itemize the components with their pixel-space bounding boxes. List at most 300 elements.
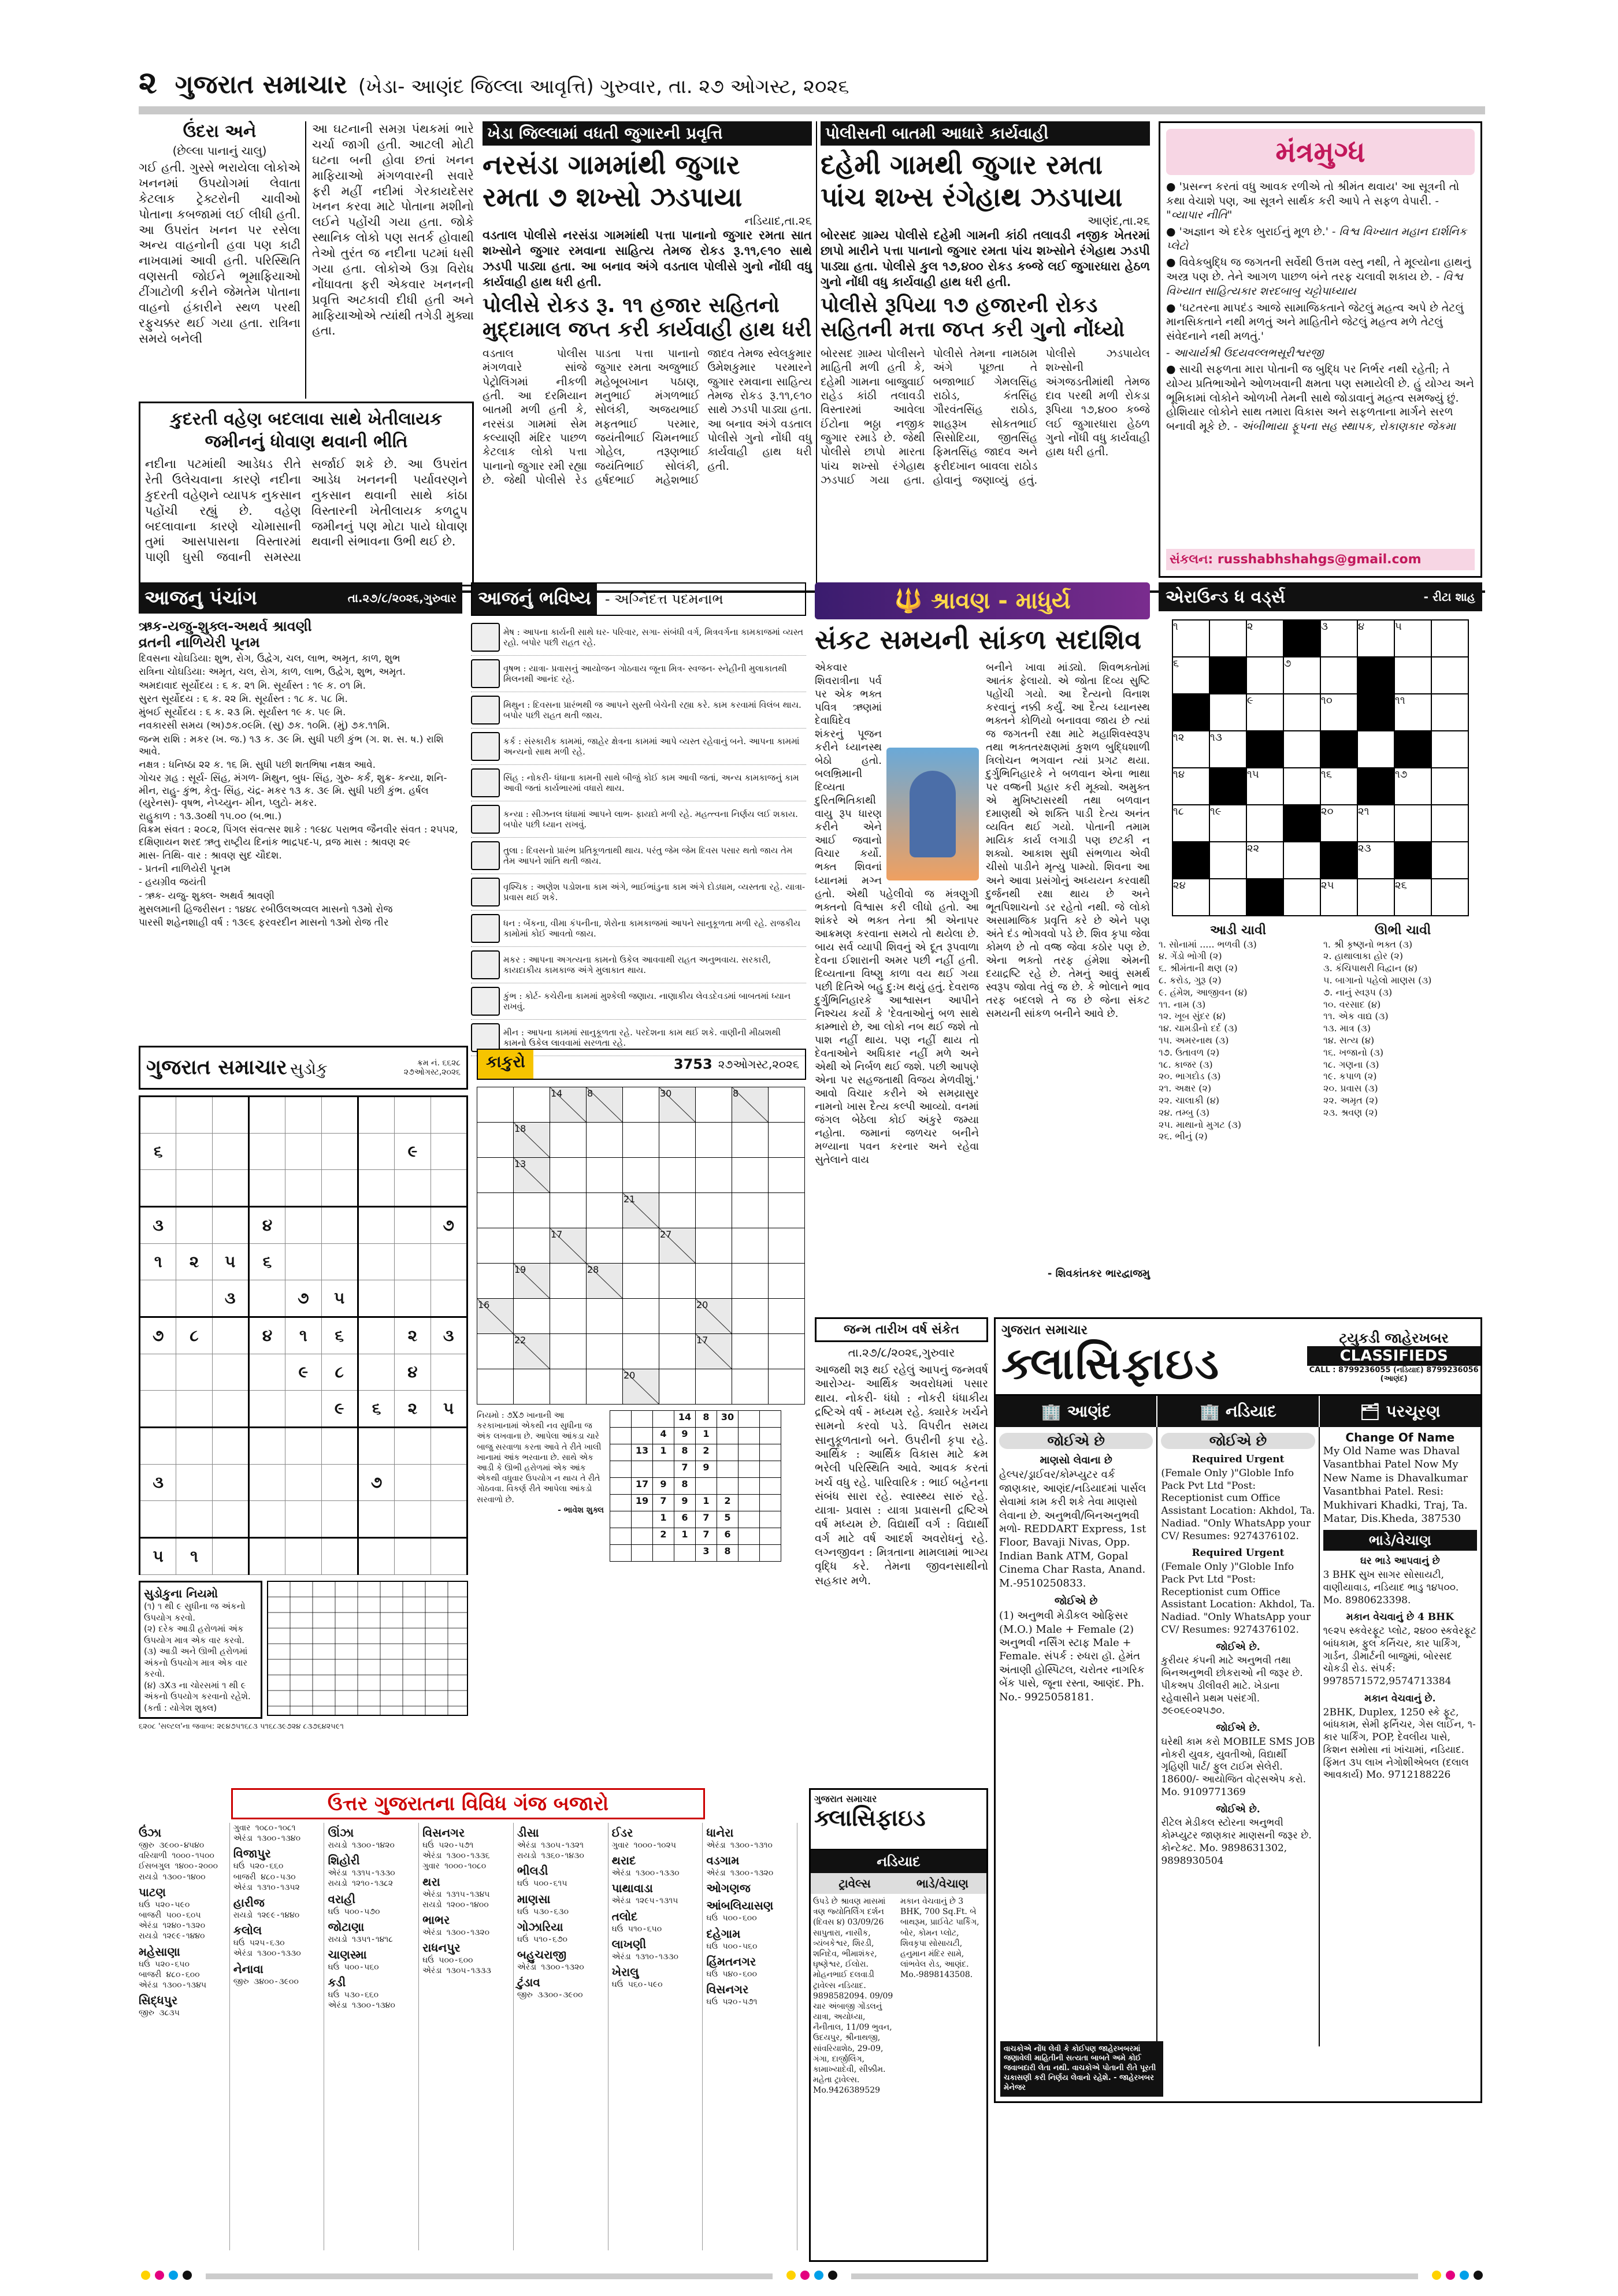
kakuro-answer-cell — [739, 1528, 760, 1545]
crossword-cell — [1172, 842, 1209, 879]
kakuro-cell — [732, 1299, 769, 1334]
sudoku-cell — [358, 1538, 394, 1575]
kakuro-answer-cell — [760, 1511, 781, 1528]
sudoku-cell: ૭ — [358, 1465, 394, 1501]
kakuro-answer-cell — [739, 1461, 760, 1478]
sudoku-answer-grid — [267, 1581, 468, 1716]
kakuro-answer-cell: 8 — [674, 1444, 696, 1461]
sudoku-cell — [176, 1465, 212, 1501]
sudoku-cell — [321, 1428, 358, 1465]
sudoku-cell — [212, 1317, 248, 1354]
zodiac-icon — [471, 914, 500, 943]
panchang-line: સુરત સૂર્યોદય : ૬ ક. ૨૨ મિ. સૂર્યાસ્ત : ૧૮ ક. ૫૮ મિ. — [139, 693, 348, 705]
kakuro-cell — [550, 1264, 587, 1299]
kakuro-answer-cell — [674, 1545, 696, 1562]
horoscope-text: કન્યા : સીઝનલ ધંધામાં આપને લાભ- ફાયદો મળી રહે. મહત્ત્વના નિર્ણય લઈ શકાય. બપોર પછી ધ્યાન રાખવું. — [503, 808, 798, 830]
sudoku — [139, 1046, 468, 1785]
zodiac-icon — [471, 768, 500, 797]
sudoku-cell: ૫ — [212, 1244, 248, 1280]
sudoku-cell — [140, 1501, 176, 1538]
crossword-cell — [1357, 694, 1394, 731]
kakuro-answer-cell: 6 — [717, 1528, 739, 1545]
horoscope-item — [471, 947, 806, 983]
kakuro-cell — [732, 1158, 769, 1193]
sudoku-cell — [212, 1428, 248, 1465]
kakuro-cell — [732, 1369, 769, 1405]
horoscope-item — [471, 874, 806, 911]
kakuro — [477, 1049, 806, 1782]
sudoku-rule: (૧) ૧ થી ૯ સુધીના જ અંકનો ઉપયોગ કરવો. — [144, 1601, 246, 1623]
panchang-line: માસ- તિથિ- વાર : શ્રાવણ સુદ ચૌદશ. — [139, 849, 282, 861]
crossword-cell — [1394, 657, 1431, 694]
market-title: ઉત્તર ગુજરાતના વિવિધ ગંજ બજારો — [231, 1788, 705, 1819]
sudoku-cell: ૮ — [176, 1317, 212, 1354]
sudoku-cell: ૬ — [248, 1244, 285, 1280]
sudoku-cell — [321, 1465, 358, 1501]
crossword-cell: ૨૩ — [1357, 842, 1394, 879]
crossword-cell — [1394, 731, 1431, 768]
sudoku-cell — [176, 1354, 212, 1391]
shravan-banner — [815, 582, 1150, 619]
market-price: એરંડા ૧૩૦૦-૧૩૨૦ — [517, 1962, 584, 1972]
misc-icon: 🗂 — [1360, 1402, 1381, 1421]
sudoku-cell — [212, 1354, 248, 1391]
kakuro-cell — [477, 1193, 514, 1228]
market-price: રાયડો ૧૩૦૦-૧૪૦૦ — [139, 1872, 206, 1882]
crossword-cell — [1357, 731, 1394, 768]
crossword — [1159, 578, 1482, 1306]
crossword-cell: ૧૩ — [1209, 731, 1246, 768]
market-price: બાજરી ૫૦૦-૬૦૫ — [139, 1910, 201, 1920]
market-name: ઊંઝા — [328, 1826, 354, 1840]
sudoku-grid — [139, 1095, 468, 1575]
crossword-cell: ૪ — [1357, 620, 1394, 657]
registration-dot — [1446, 2271, 1455, 2280]
kakuro-answer-cell — [760, 1444, 781, 1461]
kakuro-answer-cell — [739, 1428, 760, 1444]
market-name: ડીસા — [517, 1826, 539, 1840]
sudoku-cell: ૧ — [140, 1244, 176, 1280]
market-price: બાજરી ૪૮૦-૫૩૦ — [233, 1872, 296, 1882]
market-name: શિહોરી — [328, 1853, 360, 1868]
kakuro-cell — [769, 1123, 805, 1158]
crossword-cell — [1431, 657, 1468, 694]
sudoku-cell — [395, 1428, 431, 1465]
classifieds2-rent: ભાડે/વેચાણ — [899, 1873, 986, 1894]
col-head-anand: આણંદ — [1067, 1402, 1111, 1421]
story-sub-1: પોલીસે રૂપિયા ૧૭ હજારની રોકડ — [821, 293, 1098, 317]
horoscope-item — [471, 619, 806, 656]
kakuro-cell — [514, 1228, 550, 1264]
market-price: રાયડો ૧૨૦૦-૧૪૦૦ — [422, 1900, 489, 1909]
market-name: સિદ્ધપુર — [139, 1993, 178, 2008]
crossword-cell — [1357, 657, 1394, 694]
across-clue: ૨૧. અક્ષર (૨) — [1159, 1083, 1212, 1094]
market-price: એરંડા ૧૩૦૦-૧૩૩૦ — [233, 1949, 301, 1959]
sudoku-cell — [212, 1391, 248, 1428]
classified-ad: માણસો લેવાના છે — [1040, 1454, 1112, 1466]
kakuro-cell — [477, 1087, 514, 1123]
classified-ad: 2BHK, Duplex, 1250 સ્કે ફૂટ, બાંધકામ, સેમી ફર્નિચર, ગેસ લાઈન, ૧-કાર પાર્કિંગ, POP, દેવલીય પાસે, કિશન સમોસા નાં ખાંચામાં, નડિયાદ. ફિંમત ૩૫ લાખ નેગોશીએબલ (દલાલ આવકાર્ય) Mo. 9712188226 — [1323, 1706, 1476, 1781]
sudoku-cell — [321, 1538, 358, 1575]
sudoku-cell: ૪ — [248, 1317, 285, 1354]
registration-dot — [1432, 2271, 1441, 2280]
market-name: ભાભર — [422, 1912, 450, 1927]
kakuro-answer-cell: 9 — [674, 1495, 696, 1511]
kakuro-cell: 18 — [514, 1123, 550, 1158]
crossword-cell: ૧૮ — [1172, 805, 1209, 842]
kakuro-answer-cell — [717, 1461, 739, 1478]
kakuro-cell — [769, 1228, 805, 1264]
article-body-col2: આ ઘટનાની સમગ્ર પંથકમાં ભારે ચર્ચા જાગી હતી. આટલી મોટી ઘટના બની હોવા છતાં ખનન માફિયાઓ મંગળવારની સવારે ફરી મહીં નદીમાં ગેરકાયદેસર ખનન કરવા માટે પોતાના મશીનો લઈને પહોંચી ગયા હતા. જોકે સ્થાનિક લોકો પણ સતર્ક હોવાથી તેઓ તુરંત જ નદીના પટમાં ધસી ગયા હતા. લોકોએ ઉગ્ર વિરોધ નોંધાવતા ફરી એકવાર ખનનની પ્રવૃત્તિ અટકાવી દીધી હતી અને માફિયાઓએ ત્યાંથી તગેડી મુક્યા હતા. — [312, 122, 474, 338]
kakuro-answer-cell — [739, 1511, 760, 1528]
kakuro-answer-cell — [739, 1411, 760, 1428]
mantra-compiler: સંકલન: russhabhshahgs@gmail.com — [1166, 549, 1475, 570]
registration-dots — [784, 2271, 840, 2282]
sudoku-cell — [431, 1244, 467, 1280]
registration-dots — [139, 2271, 194, 2282]
shravan-body-1: એકવાર શિવરાત્રીના પર્વ પર એક ભક્ત પવિત્ર ઋણમાં દેવાધિદેવ શંકરનું પૂજન કરીને ધ્યાનસ્થ બેઠો હતો. બલભ્રિમાની દિવ્યતા દુરિતભિતિકાથી વાયુ રૂપ ધારણ કરીને એને આઈ જવાનો વિચાર કર્યો. ભક્ત શિવનાં ધ્યાનમાં મગ્ન હતો. એથી પહેલીવો જ મંત્રણુગી ભક્તનો વિશ્વાસ કરી લીધો હતો. આ શાંકરે એ ભક્ત તેના શ્રી એનાપર આક્રમણ કરવાના સમયે તો થયેલા છે. બાય સર્વ વ્યાપી શિવનું એ દૂત રૂપવાળા દેવના ઈશારાની અમર પછી નહીં હતી. દિવ્યતાના વિષ્ણુ કાળા વય થઈ ગયા પછી દિતિએ બહુ દુ:ખ થયું હતું. દેવરાજ દુર્ગુભિનિહારકે આશ્વાસન આપીને નિશ્ચય કર્યો કે 'દેવતાઓનું બળ સાથે કામ્ભારો છે, આ લોકો નબ થઈ જશે તો પાશ નહીં થાય. પણ નહીં થાય તો દેવતાઓને અધિકાર નહીં મળે અને એથી એ નિર્બળ થઈ જશે. પછી આપણે એના પર સહજતાથી વિજય મેળવીશું.' આવો વિચાર કરીને એ સમય્રાસુર નામનો ખાસ દૈત્ય કલ્પી આવ્યો. વનમાં જંગલ બેઠેલા કોઈ અંકુરે જમ્યા નહોતા. જમાનાં જળચર બનીને મળ્યાના પવન કરનાર અને રહેવા સુતેલાને વાય — [815, 662, 979, 1166]
sudoku-code: ક્રમ નં. ૬૬૨૮ — [417, 1058, 461, 1068]
sudoku-cell: ૩ — [212, 1280, 248, 1317]
kakuro-answer-cell: 7 — [653, 1495, 674, 1511]
sudoku-cell — [395, 1538, 431, 1575]
market-price: ઘઉં ૫૩૦-૬૬૦ — [328, 1990, 379, 2000]
crossword-grid — [1172, 619, 1469, 916]
down-clue: ૨. હાથાલાકા હોર (૨) — [1323, 950, 1403, 962]
kakuro-answer-cell — [653, 1411, 674, 1428]
market-name: ભીલડી — [517, 1864, 548, 1878]
kakuro-answer-cell — [760, 1478, 781, 1495]
kakuro-answer-cell: 5 — [717, 1511, 739, 1528]
crossword-cell: ૨૪ — [1172, 879, 1209, 916]
market-price: એરંડા ૧૩૦૦-૧૩૩૬ — [422, 1851, 490, 1861]
story-headline-2: રમતા ૭ શખ્સો ઝડપાયા — [483, 181, 743, 213]
crossword-cell: ૧૧ — [1394, 694, 1431, 731]
sudoku-cell: ૫ — [321, 1280, 358, 1317]
kakuro-cell — [732, 1264, 769, 1299]
kakuro-cell — [550, 1299, 587, 1334]
registration-dot — [814, 2271, 823, 2280]
crossword-cell — [1431, 694, 1468, 731]
quote-author: - અંબીભાયા ફૂપના સહ સ્થાપક, રોકાણકાર જેકમા — [1234, 420, 1456, 433]
sudoku-cell — [248, 1428, 285, 1465]
sudoku-cell — [140, 1391, 176, 1428]
sudoku-cell: ૪ — [395, 1354, 431, 1391]
kakuro-cell — [477, 1369, 514, 1405]
shiva-image — [886, 748, 979, 880]
sudoku-cell — [431, 1428, 467, 1465]
sudoku-cell — [358, 1317, 394, 1354]
kakuro-answer-cell — [610, 1478, 632, 1495]
zodiac-icon — [471, 805, 500, 834]
market-price: એરંડા ૧૩૧૫-૧૩૩૦ — [328, 1868, 395, 1878]
sudoku-cell — [285, 1538, 321, 1575]
kakuro-answer-cell: 17 — [632, 1478, 653, 1495]
kakuro-answer-cell: 2 — [717, 1495, 739, 1511]
market-name: મહેસાણા — [139, 1944, 180, 1959]
kakuro-answer-cell — [610, 1411, 632, 1428]
kakuro-answer-cell: 14 — [674, 1411, 696, 1428]
quote: વિવેકબુદ્ધિ જ જગતની સર્વેથી ઉત્તમ વસ્તુ નથી, તે મૂલ્યોના હાથનું અસ્ત્ર પણ છે. તેને આગળ પાછળ બંને તરફ ચલાવી શકાય છે. — [1166, 256, 1471, 284]
market-column — [706, 1823, 797, 2250]
market-name: વિસનગર — [422, 1826, 465, 1840]
market-price: ઘઉં ૫૧૦-૬૫૦ — [611, 1924, 662, 1934]
classifieds2-travel: ટ્રાવેલ્સ — [811, 1873, 899, 1894]
market-name: થરાદ — [611, 1853, 636, 1868]
market-name: ગોઝારિયા — [517, 1919, 563, 1934]
sudoku-cell — [321, 1501, 358, 1538]
kakuro-answer-cell — [610, 1495, 632, 1511]
story-sub-1: પોલીસે રોકડ રૂ. ૧૧ હજાર સહિતનો — [483, 293, 780, 317]
kakuro-cell — [623, 1158, 659, 1193]
crossword-cell — [1209, 768, 1246, 805]
crossword-cell — [1283, 805, 1320, 842]
kakuro-cell — [587, 1123, 623, 1158]
market-name: વિજાપુર — [233, 1847, 271, 1861]
crossword-cell: ૧૪ — [1172, 768, 1209, 805]
classified-ad: 3 BHK સુખ સાગર સોસાયટી, વાણીયાવાડ, નડિયાદ ભાડુ ૧૪૫૦૦. Mo. 8980623398. — [1323, 1569, 1459, 1606]
birthday-date: તા.૨૭/૮/૨૦૨૬,ગુરુવાર — [848, 1346, 955, 1359]
kakuro-cell — [477, 1123, 514, 1158]
sudoku-cell — [395, 1170, 431, 1207]
sudoku-cell — [248, 1170, 285, 1207]
market-price: જીરુ ૩૪૦૦-૩૯૦૦ — [233, 1977, 299, 1986]
kakuro-cell — [587, 1334, 623, 1369]
rent-ads — [1323, 1555, 1477, 1782]
kakuro-cell: 20 — [623, 1369, 659, 1405]
panchang-line: જન્મ રાશિ : મકર (ખ. જ.) ૧૩ ક. ૩૯ મિ. સુધી પછી કુંભ (ગ. શ. સ. ષ.) રાશિ આવે. — [139, 733, 444, 757]
sudoku-cell — [321, 1134, 358, 1170]
kakuro-cell — [623, 1228, 659, 1264]
across-title: આડી ચાવી — [1209, 923, 1266, 938]
kakuro-answer-cell: 8 — [717, 1545, 739, 1562]
kakuro-cell: 28 — [587, 1264, 623, 1299]
kakuro-answer-cell: 13 — [632, 1444, 653, 1461]
market-name: રાધનપુર — [422, 1941, 461, 1955]
across-clue: ૧૭. ઉતાવળ (૨) — [1159, 1046, 1220, 1058]
market-price: એરંડા ૧૩૦૦-૧૩૧૦ — [706, 1841, 773, 1850]
dateline: નડિયાદ,તા.૨૬ — [744, 214, 812, 228]
kakuro-answer-cell — [632, 1545, 653, 1562]
bhavishya-author: - અગ્નિદત્ત પદમનાભ — [604, 591, 723, 607]
kakuro-answer-cell — [610, 1461, 632, 1478]
bhavishya-title: આજનું ભવિષ્ય — [472, 584, 597, 615]
article-subtitle: (છેલ્લા પાનાનું ચાલુ) — [172, 144, 267, 158]
market-name: ખેરાલુ — [611, 1964, 639, 1979]
kakuro-cell: 30 — [659, 1087, 696, 1123]
quote: 'અજ્ઞાન એ દરેક બુરાઈનું મૂળ છે.' — [1179, 225, 1328, 239]
kakuro-cell — [659, 1193, 696, 1228]
sudoku-cell — [285, 1097, 321, 1134]
sudoku-cell — [140, 1097, 176, 1134]
market-name: પાથાવાડા — [611, 1881, 653, 1896]
kakuro-answer-cell: 4 — [653, 1428, 674, 1444]
story-body: બોરસદ ગ્રામ્ય પોલીસને માહિતી મળી હતી કે, દહેમી ગામના બાજુવાઈ રાહેડ કાંઠી તલાવડી વિસ્તારમાં આવેલા ઈંટોના ભઠ્ઠા નજીક જુગાર રમાડે છે. જેથી પોલીસે છાપો મારતા પાંચ શખ્સો રંગેહાથ ઝડપાઈ ગયા હતા. પોલીસે તેમના નામઠામ અંગે પૂછતા તે બજાભાઈ ગેમલસિંહ રાઠોડ, કંતસિંહ ગૌરવંતસિંહ રાઠોડ, શાહરૂખ સોકતભાઈ સિસોદિયા, જીતસિંહ ફિમતસિંહ જાદવ અને ફરીદખાન બાવલા રાઠોડ હોવાનું જણાવ્યું હતું. પોલીસે ઝડપાયેલ શખ્સોની અંગજડતીમાંથી તેમજ દાવ પરથી મળી રોકડા રૂપિયા ૧૭,૪૦૦ કબ્જે લઈ જુગારધારા હેઠળ ગુનો નોંધી વધુ કાર્યવાહી હાથ ધરી હતી. — [821, 347, 1150, 486]
horoscope-text: કર્ક : સંસ્કારીક કામમાં, જાહેર ક્ષેત્રના કામમાં આપે વ્યસ્ત રહેવાનું બને. આપના કામમાં અન્યનો સાથ મળી રહે. — [503, 735, 800, 757]
classifieds-en: CLASSIFIEDS — [1307, 1346, 1480, 1366]
col-head-nadiad: નડિયાદ — [1225, 1402, 1276, 1421]
market-price: વરિયાળી ૧૦૦૦-૧૫૦૦ — [139, 1851, 214, 1861]
edition-line: (ખેડા- આણંદ જિલ્લા આવૃત્તિ) ગુરુવાર, તા. ૨૭ ઓગસ્ટ, ૨૦૨૬ — [358, 75, 849, 98]
kakuro-answer-cell: 2 — [653, 1528, 674, 1545]
kakuro-cell: 8 — [732, 1087, 769, 1123]
market-price: ઘઉં ૫૦૦-૬૧૫ — [517, 1879, 567, 1889]
market-price: ઘઉં ૫૨૦-૬૬૦ — [233, 1862, 284, 1871]
sudoku-cell — [212, 1465, 248, 1501]
sudoku-cell — [176, 1280, 212, 1317]
crossword-author: - રીટા શાહ — [1423, 590, 1475, 604]
kakuro-cell — [514, 1193, 550, 1228]
market-price: ઘઉં ૫૦૦-૫૬૦ — [706, 1941, 758, 1951]
sudoku-rule: (૪) ૩X૩ ના ચોરસમાં ૧ થી ૯ અંકનો ઉપયોગ કરવાનો રહેશે. — [144, 1680, 251, 1701]
across-clue: ૨૨. ચાલાકી (૪) — [1159, 1094, 1220, 1106]
panchang-head2: વ્રતની નાળિયેરી પૂનમ — [139, 634, 260, 651]
market-column — [139, 1823, 230, 2250]
crossword-cell: ૧૫ — [1246, 768, 1283, 805]
kakuro-answer-cell — [739, 1545, 760, 1562]
sudoku-cell — [431, 1280, 467, 1317]
kakuro-answer-cell: 1 — [674, 1528, 696, 1545]
kakuro-cell: 19 — [514, 1264, 550, 1299]
market-column — [422, 1823, 514, 2250]
kakuro-cell — [550, 1158, 587, 1193]
classified-ad: ઘરેથી કામ કરો MOBILE SMS JOB નોકરી યુવક, યુવતીઓ, વિદ્યાર્થી ગૃહિણી પાર્ટ/ ફુલ ટાઈમ સેલેરી. 18600/- આયોજિત વોટ્સએપ કરો. Mo. 9109771369 — [1161, 1736, 1315, 1798]
kakuro-answer-cell — [760, 1461, 781, 1478]
market-name: હિંમતનગર — [706, 1954, 756, 1968]
quote-author: - વિશ્વ વિખ્યાત મહાન દાર્શનિક પ્લેટો — [1166, 225, 1467, 252]
sudoku-cell — [140, 1170, 176, 1207]
sudoku-cell — [358, 1207, 394, 1244]
kakuro-cell — [769, 1369, 805, 1405]
crossword-cell — [1320, 842, 1357, 879]
dateline: આણંદ,તા.૨૬ — [1088, 214, 1150, 228]
horoscope-item — [471, 911, 806, 947]
crossword-cell — [1246, 657, 1283, 694]
kakuro-answer-cell — [760, 1495, 781, 1511]
market-price: એરંડા ૧૩૧૦-૧૩૫૨ — [233, 1882, 300, 1892]
market-price: જીરુ ૩૩૦૦-૩૯૦૦ — [517, 1990, 583, 2000]
panchang-title: આજનુ પંચાંગ — [144, 586, 257, 610]
crossword-cell: ૨૧ — [1357, 805, 1394, 842]
classified-ad: (Female Only )"Globle Info Pack Pvt Ltd "Post: Receptionist cum Office Assistant Location: Akhdol, Ta. Nadiad. "Only WhatsApp your CV/ Resumes: 9274376102. — [1161, 1467, 1315, 1542]
sudoku-cell: ૬ — [140, 1134, 176, 1170]
market-price: ઘઉં ૫૨૦-૫૭૧ — [422, 1841, 474, 1850]
sudoku-cell — [431, 1465, 467, 1501]
kakuro-answer-cell: 30 — [717, 1411, 739, 1428]
market-name: માણસા — [517, 1892, 551, 1906]
across-clue: ૧૪. ચામડીનો દર્દ (૩) — [1159, 1023, 1238, 1034]
panchang-date: તા.૨૭/૮/૨૦૨૬,ગુરુવાર — [347, 591, 457, 605]
classifieds-paper: ગુજરાત સમાચાર — [1001, 1323, 1088, 1338]
classifieds-title: ક્લાસિફાઇડ — [1001, 1338, 1220, 1389]
registration-dot — [183, 2271, 192, 2280]
kakuro-cell — [514, 1087, 550, 1123]
market-price: એરંડા ૧૩૦૦-૧૩૪૦ — [328, 2001, 395, 2011]
across-clue: ૬. શ્રીમંતાની ક્ષણ (૨) — [1159, 963, 1238, 974]
story-sub-2: સહિતની મત્તા જપ્ત કરી ગુનો નોંધ્યો — [821, 318, 1125, 341]
kakuro-answer-cell — [717, 1444, 739, 1461]
kakuro-cell — [732, 1228, 769, 1264]
horoscope-text: મેષ : આપના કાર્યની સાથે ઘર- પરિવાર, સગા- સંબંધી વર્ગ, મિત્રવર્ગના કામકાજમાં વ્યસ્ત રહો. બપોર પછી રાહત રહે. — [503, 626, 804, 648]
market-column — [517, 1823, 608, 2250]
kakuro-answer-cell — [717, 1478, 739, 1495]
sudoku-rule: (૨) દરેક આડી હરોળમાં અંક ઉપયોગ માત્ર એક વાર કરવો. — [144, 1623, 245, 1645]
crossword-cell — [1394, 842, 1431, 879]
registration-dot — [1474, 2271, 1483, 2280]
kakuro-answer-cell — [739, 1478, 760, 1495]
sudoku-cell — [176, 1501, 212, 1538]
sudoku-cell — [321, 1244, 358, 1280]
panchang-header — [139, 582, 462, 614]
sudoku-cell — [395, 1097, 431, 1134]
panchang-line: નક્ષત્ર : ધનિષ્ઠા ૨૨ ક. ૧૬ મિ. સુધી પછી શતભિષા નક્ષત્ર આવે. — [139, 759, 376, 771]
kakuro-cell — [659, 1299, 696, 1334]
classified-ad: જોઈએ છે. — [1216, 1641, 1260, 1653]
crossword-cell — [1320, 657, 1357, 694]
sudoku-cell — [248, 1391, 285, 1428]
sudoku-cell: ૩ — [140, 1465, 176, 1501]
quote-author: - "વ્યાપાર નીતિ" — [1166, 194, 1439, 222]
sudoku-cell: ૬ — [358, 1391, 394, 1428]
sudoku-cell: ૭ — [431, 1207, 467, 1244]
panchang-line: વિક્રમ સંવત : ૨૦૮૨, પિંગલ સંવત્સર શાકે : ૧૯૪૮ પરાભવ જૈનવીર સંવત : ૨૫૫૨, દક્ષિણાયન શરદ ઋતુ રાષ્ટ્રીય દિનાંક ભાદ્રપદ-૫, વ્રજ માસ : શ્રાવણ ૨૯ — [139, 824, 458, 848]
market-price: એરંડા ૧૩૦૫-૧૩૨૧ — [517, 1841, 584, 1850]
kakuro-cell — [514, 1299, 550, 1334]
panchang-line: - પ્રતની નાળિયેરી પૂનમ — [139, 863, 231, 875]
down-clue: ૧૧. એક વાદ્ય (૩) — [1323, 1010, 1389, 1022]
kakuro-cell — [769, 1264, 805, 1299]
down-clue: ૨૦. પ્રવાસ (૩) — [1323, 1083, 1378, 1094]
kakuro-answer-grid — [610, 1410, 781, 1562]
story-headline-2: પાંચ શખ્સ રંગેહાથ ઝડપાયા — [821, 181, 1123, 213]
kakuro-date: ૨૭ઓગસ્ટ,૨૦૨૬ — [718, 1057, 799, 1071]
sudoku-cell — [140, 1428, 176, 1465]
story-sub-2: મુદ્દામાલ જપ્ત કરી કાર્યવાહી હાથ ધરી — [483, 318, 812, 341]
panchang-line: - ઋક- યજુ- શુક્લ- અથર્વ શ્રાવણી — [139, 890, 275, 902]
sudoku-cell — [176, 1428, 212, 1465]
zodiac-icon — [471, 1023, 500, 1052]
kakuro-cell — [659, 1158, 696, 1193]
market-column — [612, 1823, 703, 2250]
kakuro-cell — [550, 1193, 587, 1228]
classifieds — [994, 1317, 1482, 2103]
panchang-line: રાહુકાળ : ૧૩.૩૦થી ૧૫.૦૦ (બ.ભા.) — [139, 811, 282, 822]
crossword-cell: ૭ — [1283, 657, 1320, 694]
down-title: ઊભી ચાવી — [1374, 923, 1431, 938]
market-name: દહેગામ — [706, 1926, 741, 1941]
classifieds-disclaimer: વાચકોએ નોંધ લેવી કે કોઈપણ જાહેરખબરમાં જણાવેલી માહિતીની સત્યતા બાબતે અમે કોઈ જવાબદારી લેતા નથી. વાચકોએ પોતાની રીતે પૂરતી ચકાસણી કરી નિર્ણય લેવાનો રહેશે. - જાહેરખબર મેનેજર — [1000, 2041, 1163, 2097]
kakuro-answer-cell: 9 — [674, 1428, 696, 1444]
kakuro-cell — [623, 1299, 659, 1334]
crossword-cell — [1246, 731, 1283, 768]
market-price: રાયડો ૧૩૬૦-૧૪૩૦ — [517, 1851, 584, 1861]
kakuro-cell — [477, 1334, 514, 1369]
panchang-head1: ઋક-યજુ-શુક્લ-અથર્વ શ્રાવણી — [139, 618, 312, 634]
horoscope-text: મીન : આપના કામમાં સાનુકૂળતા રહે. પરદેશના કામ થઈ શકે. વાણીની મીઠાશથી કામનો ઉકેલ લાવવામાં સરળતા રહે. — [503, 1027, 781, 1048]
kakuro-answer-cell — [653, 1461, 674, 1478]
birthday — [815, 1317, 988, 1785]
sudoku-cell — [248, 1538, 285, 1575]
horoscope-text: મકર : આપના અગત્યના કામનો ઉકેલ આવવાથી રાહત અનુભવાય. સરકારી, કાયદાકીય કામકાજ અંગે મુલાકાત થાય. — [503, 954, 771, 975]
sudoku-cell — [321, 1097, 358, 1134]
sudoku-cell — [285, 1134, 321, 1170]
market-column — [328, 1823, 419, 2250]
market-name: કડી — [328, 1975, 346, 1990]
horoscope-text: સિંહ : નોકરી- ધંધાના કામની સાથે બીજું કોઈ કામ આવી જતાં, અન્ય કામકાજનું કામ આવી જતાં કાર્યભારમાં વધારો થાય. — [503, 772, 799, 793]
kakuro-cell — [587, 1158, 623, 1193]
sudoku-cell — [431, 1354, 467, 1391]
